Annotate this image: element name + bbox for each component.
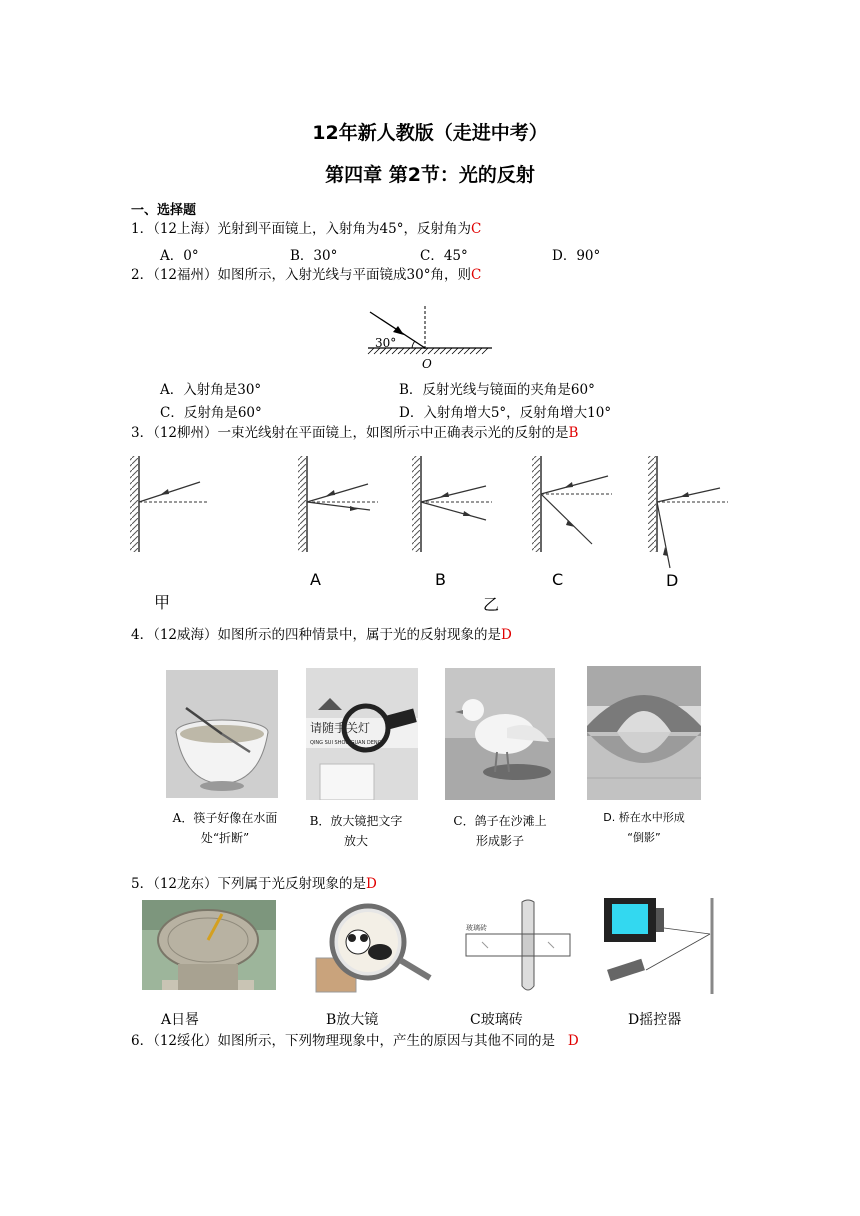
question-number: 5．: [131, 876, 154, 892]
figure-b: [412, 456, 492, 552]
label-c: C: [552, 570, 564, 589]
question-5: [131, 875, 377, 893]
caption-line: “倒影”: [627, 831, 661, 844]
caption-glass-brick: C玻璃砖: [470, 1012, 523, 1028]
photo-magnifier-stamp: [306, 898, 436, 998]
question-number: 6．: [131, 1033, 154, 1049]
sign-text: 请随手关灯: [310, 721, 371, 735]
caption-line: B．放大镜把文字: [309, 814, 403, 828]
answer: B: [568, 425, 579, 441]
answer: D: [366, 876, 377, 892]
caption-line: D. 桥在水中形成: [603, 811, 685, 824]
caption-magnifier: B放大镜: [326, 1012, 379, 1028]
caption-b: [296, 811, 416, 851]
caption-line: 形成影子: [475, 834, 524, 848]
question-stem: （12绥化）如图所示，下列物理现象中，产生的原因与其他不同的是: [153, 1033, 556, 1049]
chapter-title: 第四章 第2节：光的反射: [325, 164, 535, 186]
answer: D: [501, 627, 512, 643]
photo-bridge-reflection: [587, 666, 701, 800]
option-d: D．入射角增大5°，反射角增大10°: [399, 405, 612, 421]
option-c: C．45°: [420, 248, 468, 264]
photo-dove-shadow: [445, 668, 555, 800]
caption-a: [160, 808, 290, 848]
question-stem: （12福州）如图所示，入射光线与平面镜成30°角，则: [153, 267, 471, 283]
option-b: B．反射光线与镜面的夹角是60°: [399, 382, 595, 398]
question-stem: （12柳州）一束光线射在平面镜上，如图所示中正确表示光的反射的是: [153, 425, 569, 441]
question-number: 2．: [131, 267, 154, 283]
question-2: [131, 266, 481, 284]
figure-d: [648, 456, 728, 568]
document-title: 12年新人教版（走进中考）: [312, 122, 548, 144]
section-heading: 一、选择题: [131, 203, 197, 218]
answer: C: [470, 221, 482, 237]
group-label-jia: 甲: [154, 593, 171, 612]
question-stem: （12威海）如图所示的四种情景中，属于光的反射现象的是: [153, 627, 502, 643]
option-a: A．0°: [160, 248, 199, 264]
question-6: [131, 1032, 579, 1050]
label-b: B: [435, 570, 446, 589]
question-stem: （12龙东）下列属于光反射现象的是: [153, 876, 367, 892]
answer: C: [470, 267, 482, 283]
caption-d: [582, 808, 706, 848]
option-b: B．30°: [290, 248, 338, 264]
point-label: O: [422, 357, 432, 370]
caption-line: 处“折断”: [200, 831, 250, 845]
caption-remote: D摇控器: [628, 1012, 682, 1028]
answer: D: [567, 1033, 579, 1049]
mirror-angle-diagram: [360, 300, 500, 370]
question-stem: （12上海）光射到平面镜上，入射角为45°，反射角为: [153, 221, 471, 237]
figure-a: [298, 456, 378, 552]
figure-c: [532, 456, 612, 552]
caption-line: A．筷子好像在水面: [172, 811, 278, 825]
option-d: D．90°: [552, 248, 601, 264]
diagram-remote-tv: [602, 894, 722, 998]
photo-sundial: [142, 900, 276, 990]
caption-c: [440, 811, 560, 851]
question-number: 4．: [131, 627, 154, 643]
question-1: [131, 220, 481, 238]
question-4: [131, 626, 512, 644]
label-d: D: [666, 571, 679, 590]
option-c: C．反射角是60°: [160, 405, 262, 421]
question-3: [131, 424, 578, 442]
question-number: 1．: [131, 221, 154, 237]
photo-magnifier-sign: [306, 668, 418, 800]
reflection-options-diagram: [120, 452, 740, 617]
caption-line: C．鸽子在沙滩上: [453, 814, 547, 828]
angle-label: 30°: [375, 336, 397, 350]
photo-chopsticks-bowl: [166, 670, 278, 798]
figure-jia: [130, 456, 208, 552]
sign-pinyin: QING SUI SHOU GUAN DENG: [310, 740, 382, 746]
glass-label: 玻璃砖: [466, 924, 487, 932]
question-number: 3．: [131, 425, 154, 441]
label-a: A: [310, 570, 321, 589]
caption-sundial: A日晷: [161, 1012, 200, 1028]
caption-line: 放大: [343, 834, 368, 848]
diagram-glass-brick: [462, 898, 582, 998]
option-a: A．入射角是30°: [160, 382, 262, 398]
arrow-icon: [393, 326, 404, 335]
group-label-yi: 乙: [483, 595, 500, 614]
